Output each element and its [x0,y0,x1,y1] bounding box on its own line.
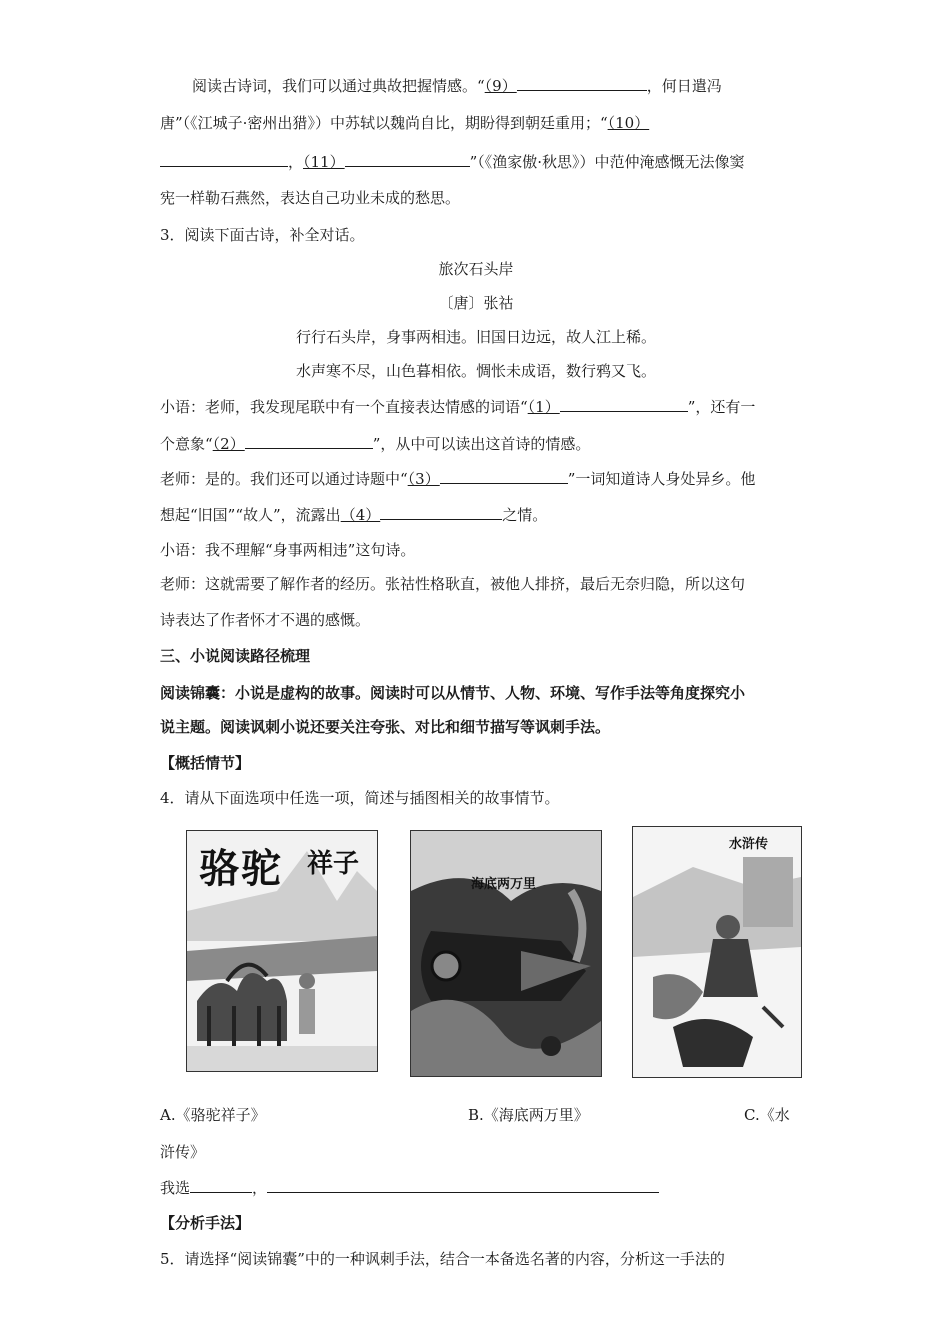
text: 老师：是的。我们还可以通过诗题中“ [160,470,408,488]
choice-line [160,1176,792,1199]
blank-label-9: （9） [484,77,517,95]
allusion-line-1 [192,74,792,97]
choice-blank[interactable] [190,1176,252,1193]
answer-blank-1[interactable] [560,395,688,412]
text: 个意象“ [160,435,213,453]
text: 小语：老师，我发现尾联中有一个直接表达情感的词语“ [160,398,528,416]
option-a[interactable]: A.《骆驼祥子》 [160,1106,266,1124]
answer-blank-4[interactable] [380,503,502,520]
text: ，何日遣冯 [646,77,722,95]
dialogue-line-6: 老师：这就需要了解作者的经历。张祜性格耿直，被他人排挤，最后无奈归隐，所以这句 [160,575,746,593]
answer-blank-2[interactable] [245,432,373,449]
section-title: 三、小说阅读路径梳理 [160,647,311,665]
poem-title: 旅次石头岸 [438,260,514,278]
allusion-line-4: 宪一样勒石燕然，表达自己功业未成的愁思。 [160,189,461,207]
answer-blank-11[interactable] [345,150,470,167]
text: ”，还有一 [687,398,756,416]
answer-blank-10[interactable] [160,150,288,167]
option-b[interactable]: B.《海底两万里》 [468,1106,589,1124]
blank-label-11: （11） [303,153,345,171]
text: 阅读古诗词，我们可以通过典故把握情感。“ [192,77,485,95]
tag-summarize-plot: 【概括情节】 [160,754,251,772]
text: ”一词知道诗人身处异乡。他 [567,470,756,488]
water-margin-illustration-title: 水浒传 [729,837,769,852]
blank-label-2: （2） [212,435,245,453]
text: 唐”（《江城子·密州出猎》）中苏轼以魏尚自比，期盼得到朝廷重用；“ [160,114,608,132]
blank-label-4: （4） [340,506,381,524]
dialogue-line-3 [160,467,792,490]
dialogue-line-1 [160,395,792,418]
tag-analyze-technique: 【分析手法】 [160,1214,251,1232]
dialogue-line-7: 诗表达了作者怀才不遇的感慨。 [160,611,371,629]
answer-blank-3[interactable] [440,467,568,484]
dialogue-line-5: 小语：我不理解“身事两相违”这句诗。 [160,541,416,559]
text: ， [252,1179,268,1197]
option-c-part-2: 浒传》 [160,1143,206,1161]
question-3-heading: 3．阅读下面古诗，补全对话。 [160,226,365,244]
plot-summary-blank[interactable] [267,1176,659,1193]
allusion-line-2 [160,112,792,134]
blank-label-10: （10） [607,114,650,132]
dialogue-line-2 [160,432,792,455]
answer-blank-9[interactable] [517,74,647,91]
water-margin-scene-icon [633,827,801,1077]
poem-line-2: 水声寒不尽，山色暮相依。惆怅未成语，数行鸦又飞。 [295,362,656,380]
reading-tip-line-1: 阅读锦囊：小说是虚构的故事。阅读时可以从情节、人物、环境、写作手法等角度探究小 [160,684,746,702]
submarine-illustration [410,830,602,1077]
reading-tip-line-2: 说主题。阅读讽刺小说还要关注夸张、对比和细节描写等讽刺手法。 [160,718,611,736]
water-margin-illustration [632,826,802,1078]
text: ”（《渔家傲·秋思》）中范仲淹感慨无法像窦 [469,153,745,171]
blank-label-1: （1） [527,398,560,416]
camel-illustration-subtitle: 祥子 [307,849,360,879]
poem-author: 〔唐〕张祜 [438,294,514,312]
choice-label: 我选 [160,1179,191,1197]
camel-illustration [186,830,378,1072]
text: 想起“旧国”“故人”，流露出 [160,506,341,524]
submarine-illustration-title: 海底两万里 [471,877,537,892]
option-c-part-1[interactable]: C.《水 [744,1106,790,1124]
allusion-line-3: ，（11） ”（《渔家傲·秋思》）中范仲淹感慨无法像窦 [160,150,792,173]
blank-label-3: （3） [407,470,440,488]
camel-illustration-title: 骆驼 [199,846,283,892]
dialogue-line-4 [160,503,792,526]
text: ”，从中可以读出这首诗的情感。 [372,435,591,453]
submarine-scene-icon [411,831,601,1076]
question-5: 5．请选择“阅读锦囊”中的一种讽刺手法，结合一本备选名著的内容，分析这一手法的 [160,1250,725,1268]
question-4: 4．请从下面选项中任选一项，简述与插图相关的故事情节。 [160,789,560,807]
poem-line-1: 行行石头岸，身事两相违。旧国日边远，故人江上稀。 [295,328,656,346]
text: 之情。 [502,506,548,524]
